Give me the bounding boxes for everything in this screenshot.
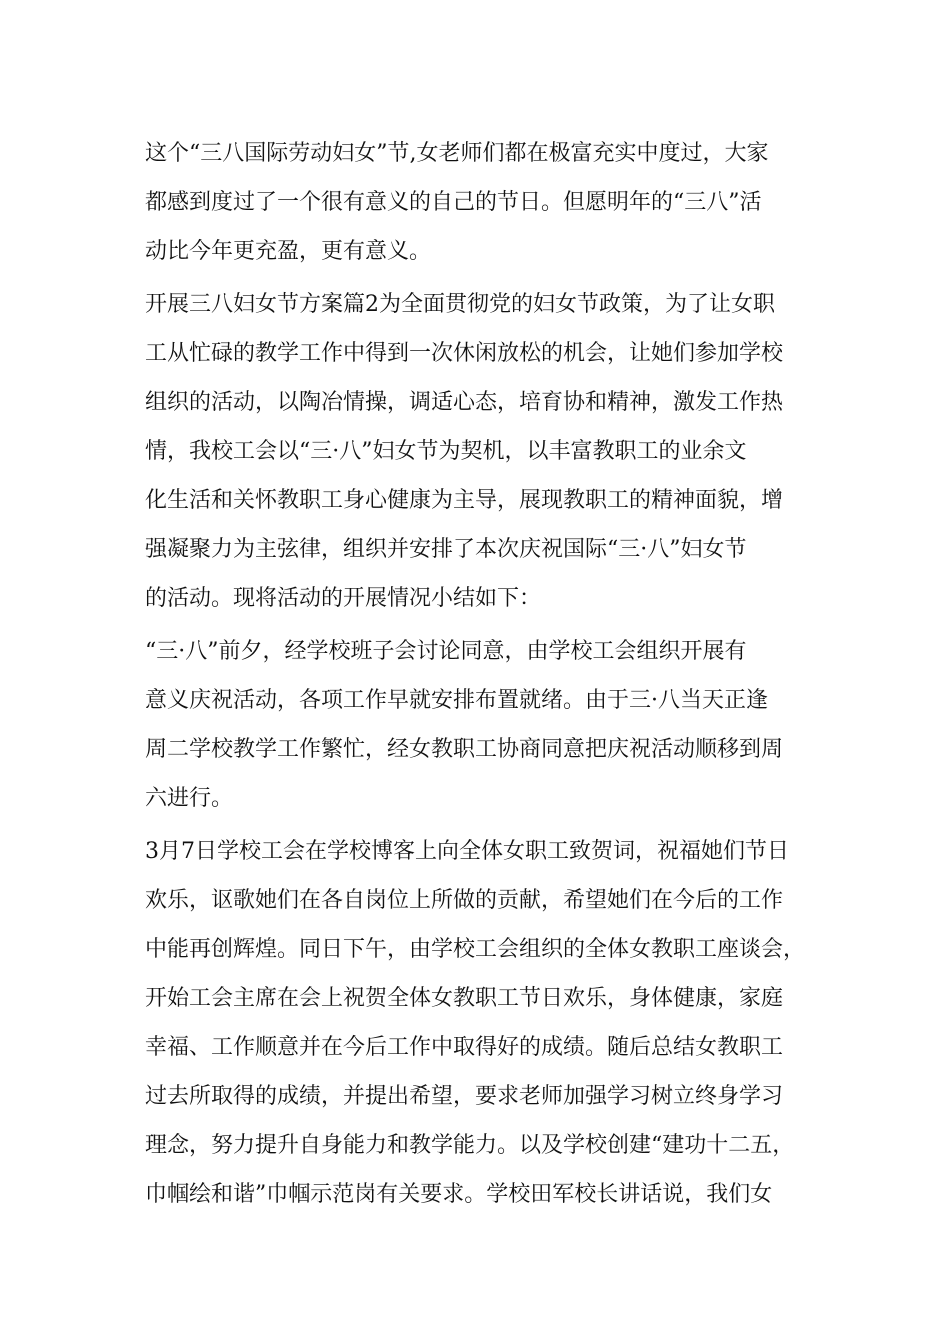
text-line: 开始工会主席在会上祝贺全体女教职工节日欢乐，身体健康，家庭 [145,986,784,1011]
paragraph [145,280,825,623]
text-line: 工从忙碌的教学工作中得到一次休闲放松的机会，让她们参加学校 [145,341,784,366]
text-line: 化生活和关怀教职工身心健康为主导，展现教职工的精神面貌，增 [145,488,784,513]
document-body [145,129,825,1219]
text-line: 都感到度过了一个很有意义的自己的节日。但愿明年的“三八”活 [145,190,762,215]
text-line: 六进行。 [145,786,234,811]
paragraph [145,129,825,276]
text-line: 情，我校工会以“三·八”妇女节为契机，以丰富教职工的业余文 [145,439,747,464]
text-line: 动比今年更充盈，更有意义。 [145,239,432,264]
text-line: 意义庆祝活动，各项工作早就安排布置就绪。由于三·八当天正逢 [145,688,768,713]
text-line: 幸福、工作顺意并在今后工作中取得好的成绩。随后总结女教职工 [145,1035,784,1060]
text-line: 的活动。现将活动的开展情况小结如下： [145,586,542,611]
text-line: 欢乐，讴歌她们在各自岗位上所做的贡献，希望她们在今后的工作 [145,888,784,913]
text-line: 周二学校教学工作繁忙，经女教职工协商同意把庆祝活动顺移到周 [145,737,784,762]
text-line: 过去所取得的成绩，并提出希望，要求老师加强学习树立终身学习 [145,1084,784,1109]
paragraph [145,827,825,1219]
text-line: 这个“三八国际劳动妇女”节,女老师们都在极富充实中度过，大家 [145,141,769,166]
text-line: 强凝聚力为主弦律，组织并安排了本次庆祝国际“三·八”妇女节 [145,537,747,562]
text-line: 理念，努力提升自身能力和教学能力。以及学校创建“建功十二五， [145,1133,795,1158]
text-line: 巾帼绘和谐”巾帼示范岗有关要求。学校田军校长讲话说，我们女 [145,1182,773,1207]
text-line: 3月7日学校工会在学校博客上向全体女职工致贺词，祝福她们节日 [145,839,789,864]
text-line: 组织的活动，以陶冶情操，调适心态，培育协和精神，激发工作热 [145,390,784,415]
paragraph [145,627,825,823]
text-line: “三·八”前夕，经学校班子会讨论同意，由学校工会组织开展有 [145,639,747,664]
text-line: 中能再创辉煌。同日下午，由学校工会组织的全体女教职工座谈会， [145,937,806,962]
text-line: 开展三八妇女节方案篇2为全面贯彻党的妇女节政策，为了让女职 [145,292,775,317]
